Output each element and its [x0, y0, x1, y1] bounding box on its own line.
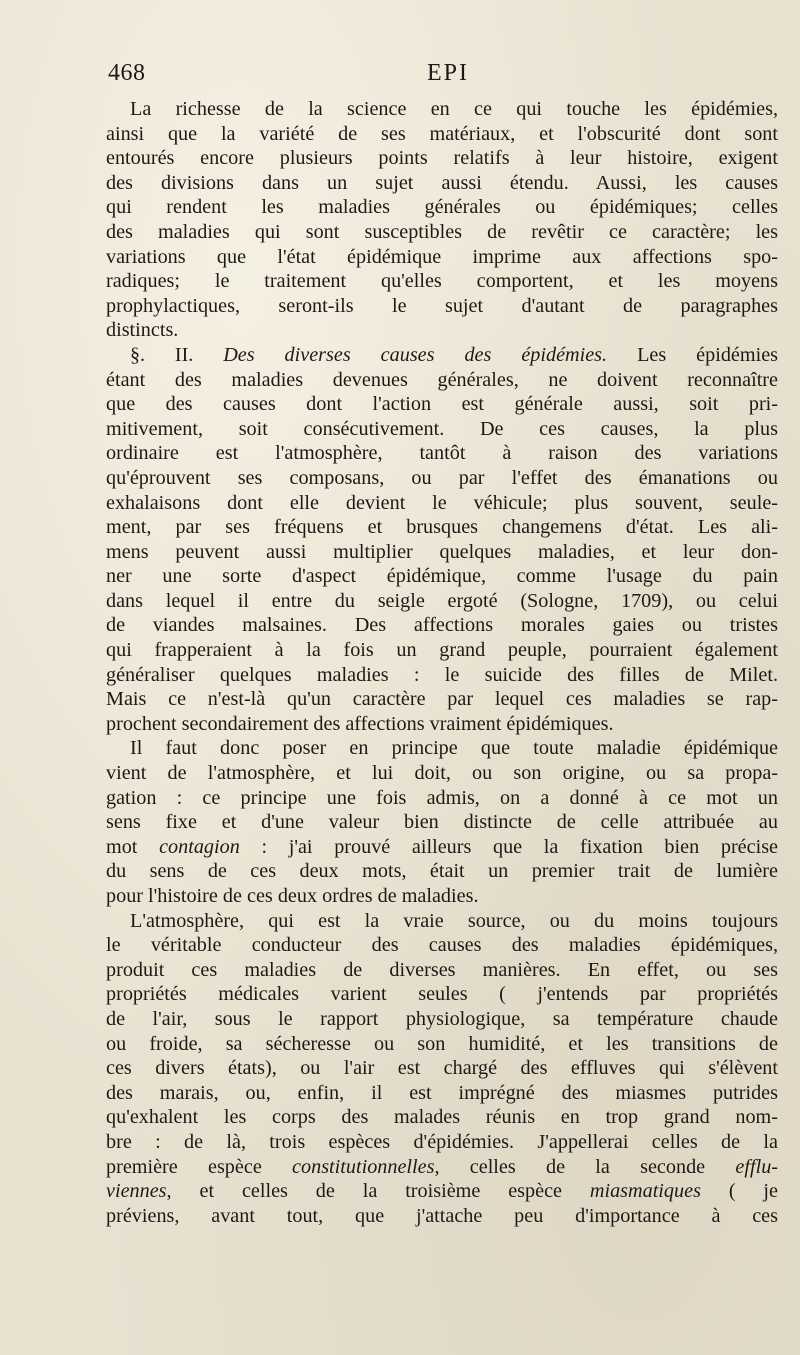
emphasis-effluviennes-start: efflu- [735, 1155, 778, 1178]
text-line: ner une sorte d'aspect épidémique, comme l'usage du pain [106, 565, 778, 588]
text-fragment: : j'ai prouvé ailleurs que la fixation bien précise [261, 835, 778, 858]
text-line [106, 1179, 778, 1204]
text-line: entourés encore plusieurs points relatifs à leur histoire, exigent [106, 147, 778, 170]
page-header [108, 60, 778, 94]
text-line: de viandes malsaines. Des affections morales gaies ou tristes [106, 614, 778, 637]
text-line: ordinaire est l'atmosphère, tantôt à raison des variations [106, 442, 778, 465]
text-fragment: , celles de la seconde [434, 1155, 706, 1178]
text-line: préviens, avant tout, que j'attache peu d'importance à ces [106, 1204, 778, 1227]
section-title: Des diverses causes des épidémies. [223, 343, 608, 366]
text-line: vient de l'atmosphère, et lui doit, ou son origine, ou sa propa- [106, 762, 778, 785]
text-line [106, 1155, 778, 1180]
text-line: mitivement, soit consécutivement. De ces causes, la plus [106, 417, 778, 440]
text-line: Mais ce n'est-là qu'un caractère par lequel ces maladies se rap- [106, 688, 778, 711]
text-line: gation : ce principe une fois admis, on a donné à ce mot un [106, 786, 778, 809]
page-number: 468 [108, 60, 146, 86]
text-line: dans lequel il entre du seigle ergoté (Sologne, 1709), ou celui [106, 589, 778, 612]
text-line: mens peuvent aussi multiplier quelques maladies, et leur don- [106, 540, 778, 563]
text-line: produit ces maladies de diverses manières. En effet, ou ses [106, 958, 778, 981]
text-line: étant des maladies devenues générales, ne doivent reconnaître [106, 368, 778, 391]
body-text [106, 97, 778, 1228]
text-line: du sens de ces deux mots, était un premier trait de lumière [106, 860, 778, 883]
text-line: des divisions dans un sujet aussi étendu. Aussi, les causes [106, 171, 778, 194]
text-line: de l'air, sous le rapport physiologique, sa température chaude [106, 1007, 778, 1030]
text-line [106, 835, 778, 860]
text-line: propriétés médicales varient seules ( j'entends par propriétés [106, 983, 778, 1006]
text-line: La richesse de la science en ce qui touche les épidémies, [130, 98, 778, 120]
emphasis-constitutionnelles: constitutionnelles [292, 1155, 435, 1178]
text-line: le véritable conducteur des causes des maladies épidémiques, [106, 934, 778, 957]
text-line: bre : de là, trois espèces d'épidémies. J'appellerai celles de la [106, 1130, 778, 1153]
text-fragment: mot [106, 835, 138, 858]
text-fragment: ( je [728, 1180, 778, 1203]
text-line: ces divers états), ou l'air est chargé des effluves qui s'élèvent [106, 1057, 778, 1080]
text-line: ment, par ses fréquens et brusques changemens d'état. Les ali- [106, 516, 778, 539]
text-line: prophylactiques, seront-ils le sujet d'autant de paragraphes [106, 294, 778, 317]
text-line: sens fixe et d'une valeur bien distincte de celle attribuée au [106, 811, 778, 834]
text-line: des marais, ou, enfin, il est imprégné des miasmes putrides [106, 1081, 778, 1104]
section-marker: §. II. [130, 343, 194, 366]
text-line: prochent secondairement des affections vraiment épidémiques. [106, 712, 614, 735]
text-line: généraliser quelques maladies : le suicide des filles de Milet. [106, 663, 778, 686]
text-line: ou froide, sa sécheresse ou son humidité, et les transitions de [106, 1032, 778, 1055]
paragraph-4 [106, 909, 778, 1229]
text-fragment: , et celles de la troisième espèce [166, 1180, 562, 1203]
text-line: qu'exhalent les corps des malades réunis en trop grand nom- [106, 1106, 778, 1129]
text-line: exhalaisons dont elle devient le véhicule; plus souvent, seule- [106, 491, 778, 514]
text-line: que des causes dont l'action est générale aussi, soit pri- [106, 393, 778, 416]
text-line: pour l'histoire de ces deux ordres de maladies. [106, 885, 479, 907]
text-line: des maladies qui sont susceptibles de revêtir ce caractère; les [106, 220, 778, 243]
text-line: qui rendent les maladies générales ou épidémiques; celles [106, 196, 778, 219]
paragraph-3 [106, 736, 778, 908]
emphasis-contagion: contagion [159, 835, 240, 858]
text-line: radiques; le traitement qu'elles comportent, et les moyens [106, 270, 778, 293]
text-line: qui frapperaient à la fois un grand peuple, pourraient également [106, 639, 778, 662]
text-line: ainsi que la variété de ses matériaux, et l'obscurité dont sont [106, 122, 778, 145]
text-line: variations que l'état épidémique imprime aux affections spo- [106, 245, 778, 268]
text-line: qu'éprouvent ses composans, ou par l'effet des émanations ou [106, 466, 778, 489]
text-line: Il faut donc poser en principe que toute maladie épidémique [130, 737, 778, 760]
paragraph-2 [106, 343, 778, 737]
emphasis-miasmatiques: miasmatiques [589, 1180, 701, 1203]
text-line: L'atmosphère, qui est la vraie source, ou du moins toujours [130, 909, 778, 932]
paragraph-1 [106, 97, 778, 343]
running-head: EPI [427, 60, 469, 86]
section-heading-line [106, 343, 778, 368]
emphasis-effluviennes-end: viennes [106, 1180, 167, 1203]
text-line: distincts. [106, 319, 179, 342]
text-fragment: première espèce [106, 1155, 262, 1178]
section-heading-rest: Les épidémies [637, 343, 778, 366]
